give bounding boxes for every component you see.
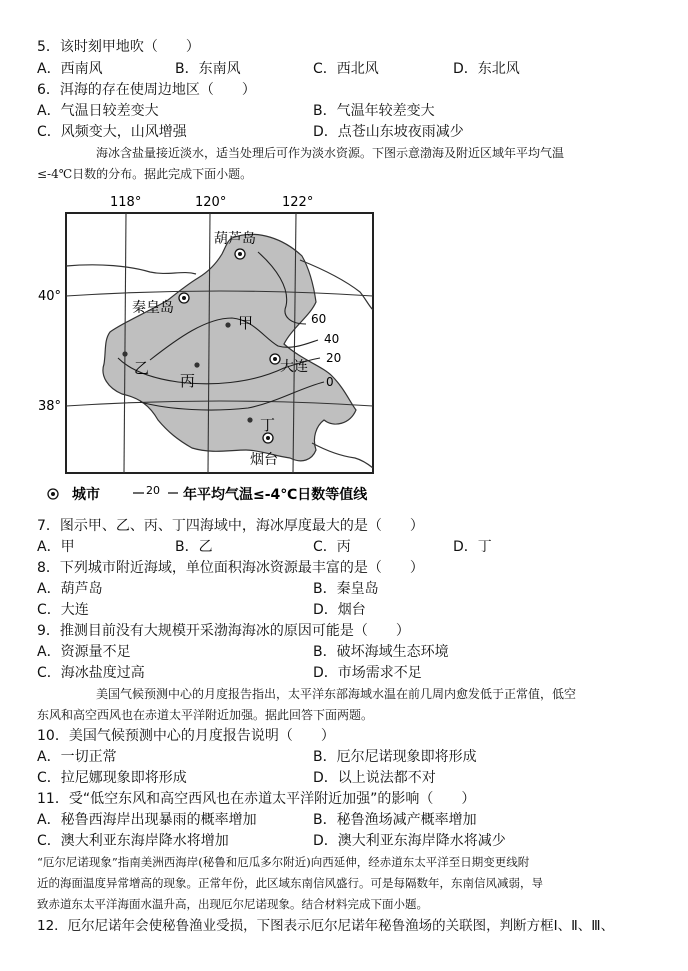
- question-12: [0, 916, 688, 936]
- isoline-label: 40: [324, 332, 340, 346]
- question-stem: 8．下列城市附近海域，单位面积海冰资源最丰富的是（ ）: [37, 560, 424, 576]
- isoline-label: 0: [326, 375, 334, 389]
- option-c[interactable]: C．西北风: [313, 61, 379, 77]
- question-7: [0, 516, 688, 536]
- option-c[interactable]: C．风频变大，山风增强: [37, 124, 187, 140]
- question-10: [0, 726, 688, 746]
- question-5-options: [0, 59, 688, 79]
- longitude-label: 122°: [282, 195, 314, 210]
- question-stem: 9．推测目前没有大规模开采渤海海冰的原因可能是（ ）: [37, 623, 410, 639]
- question-stem: 7．图示甲、乙、丙、丁四海域中，海冰厚度最大的是（ ）: [37, 518, 424, 534]
- city-label-yantai: 烟台: [250, 452, 278, 468]
- question-5: [0, 37, 688, 57]
- question-stem: 12．厄尔尼诺年会使秘鲁渔业受损，下图表示厄尔尼诺年秘鲁渔场的关联图，判断方框Ⅰ、Ⅱ、Ⅲ、: [37, 918, 615, 934]
- option-c[interactable]: C．大连: [37, 602, 89, 618]
- area-label-yi: 乙: [134, 359, 150, 377]
- area-label-jia: 甲: [238, 314, 254, 332]
- option-a[interactable]: A．气温日较差变大: [37, 103, 159, 119]
- option-d[interactable]: D．东北风: [453, 61, 520, 77]
- question-6: [0, 80, 688, 100]
- legend-isoline-sample: 20: [146, 484, 160, 497]
- question-stem: 10．美国气候预测中心的月度报告说明（ ）: [37, 728, 335, 744]
- question-8-options-row1: [0, 579, 688, 599]
- question-10-options-row2: [0, 768, 688, 788]
- question-8-options-row2: [0, 600, 688, 620]
- question-stem: 6．洱海的存在使周边地区（ ）: [37, 82, 256, 98]
- question-11-options-row1: [0, 810, 688, 830]
- city-marker: [179, 293, 189, 303]
- option-d[interactable]: D．澳大利亚东海岸降水将减少: [313, 833, 506, 849]
- question-9-options-row1: [0, 642, 688, 662]
- material-intro-line: 海冰含盐量接近淡水，适当处理后可作为淡水资源。下图示意渤海及附近区域年平均气温: [96, 146, 565, 160]
- question-6-options-row2: [0, 122, 688, 142]
- city-marker: [270, 354, 280, 364]
- option-a[interactable]: A．甲: [37, 539, 75, 555]
- area-point: [194, 362, 199, 367]
- option-a[interactable]: A．一切正常: [37, 749, 117, 765]
- question-11-options-row2: [0, 831, 688, 851]
- longitude-label: 118°: [110, 195, 142, 210]
- material-intro-line: 东风和高空西风也在赤道太平洋附近加强。据此回答下面两题。: [37, 708, 374, 722]
- option-c[interactable]: C．澳大利亚东海岸降水将增加: [37, 833, 229, 849]
- city-marker: [235, 249, 245, 259]
- option-c[interactable]: C．丙: [313, 539, 351, 555]
- option-d[interactable]: D．丁: [453, 539, 492, 555]
- option-b[interactable]: B．乙: [175, 539, 213, 555]
- area-point: [122, 351, 127, 356]
- latitude-label: 40°: [38, 289, 62, 304]
- option-d[interactable]: D．点苍山东坡夜雨减少: [313, 124, 464, 140]
- option-a[interactable]: A．秘鲁西海岸出现暴雨的概率增加: [37, 812, 257, 828]
- question-9-options-row2: [0, 663, 688, 683]
- option-d[interactable]: D．以上说法都不对: [313, 770, 436, 786]
- bohai-ice-map: [0, 188, 688, 508]
- option-c[interactable]: C．拉尼娜现象即将形成: [37, 770, 187, 786]
- option-a[interactable]: A．葫芦岛: [37, 581, 103, 597]
- option-b[interactable]: B．东南风: [175, 61, 241, 77]
- area-label-ding: 丁: [260, 416, 276, 434]
- question-9: [0, 621, 688, 641]
- question-7-options: [0, 537, 688, 557]
- isoline-label: 60: [311, 312, 327, 326]
- isoline-label: 20: [326, 351, 342, 365]
- material-intro-line: 美国气候预测中心的月度报告指出，太平洋东部海域水温在前几周内愈发低于正常值，低空: [96, 687, 577, 701]
- option-b[interactable]: B．秦皇岛: [313, 581, 379, 597]
- city-label-dalian: 大连: [280, 359, 308, 375]
- option-b[interactable]: B．破坏海域生态环境: [313, 644, 449, 660]
- option-b[interactable]: B．秘鲁渔场减产概率增加: [313, 812, 477, 828]
- longitude-label: 120°: [195, 195, 227, 210]
- latitude-label: 38°: [38, 399, 62, 414]
- material-intro-line: “厄尔尼诺现象”指南美洲西海岸(秘鲁和厄瓜多尔附近)向西延伸，经赤道东太平洋至日期变更线附: [37, 855, 530, 869]
- question-11: [0, 789, 688, 809]
- question-stem: 11．受“低空东风和高空西风也在赤道太平洋附近加强”的影响（ ）: [37, 791, 476, 807]
- question-stem: 5．该时刻甲地吹（ ）: [37, 39, 200, 55]
- city-label-qinhuangdao: 秦皇岛: [132, 300, 174, 316]
- area-label-bing: 丙: [180, 372, 196, 390]
- question-6-options-row1: [0, 101, 688, 121]
- option-b[interactable]: B．厄尔尼诺现象即将形成: [313, 749, 477, 765]
- city-marker: [263, 433, 273, 443]
- area-point: [225, 322, 230, 327]
- option-b[interactable]: B．气温年较差变大: [313, 103, 435, 119]
- legend-city-symbol: [48, 489, 58, 499]
- question-8: [0, 558, 688, 578]
- option-a[interactable]: A．西南风: [37, 61, 103, 77]
- material-intro-line: ≤-4℃日数的分布。据此完成下面小题。: [37, 167, 253, 181]
- legend-city-label: 城市: [72, 487, 100, 503]
- material-intro-line: 致赤道东太平洋海面水温升高，出现厄尔尼诺现象。结合材料完成下面小题。: [37, 897, 428, 911]
- option-c[interactable]: C．海冰盐度过高: [37, 665, 145, 681]
- material-intro-line: 近的海面温度异常增高的现象。正常年份，此区域东南信风盛行。可是每隔数年，东南信风减弱，导: [37, 876, 543, 890]
- question-10-options-row1: [0, 747, 688, 767]
- legend-isoline-label: 年平均气温≤-4℃日数等值线: [183, 487, 368, 503]
- city-label-huludao: 葫芦岛: [214, 231, 256, 247]
- option-d[interactable]: D．市场需求不足: [313, 665, 422, 681]
- option-d[interactable]: D．烟台: [313, 602, 366, 618]
- area-point: [247, 417, 252, 422]
- option-a[interactable]: A．资源量不足: [37, 644, 131, 660]
